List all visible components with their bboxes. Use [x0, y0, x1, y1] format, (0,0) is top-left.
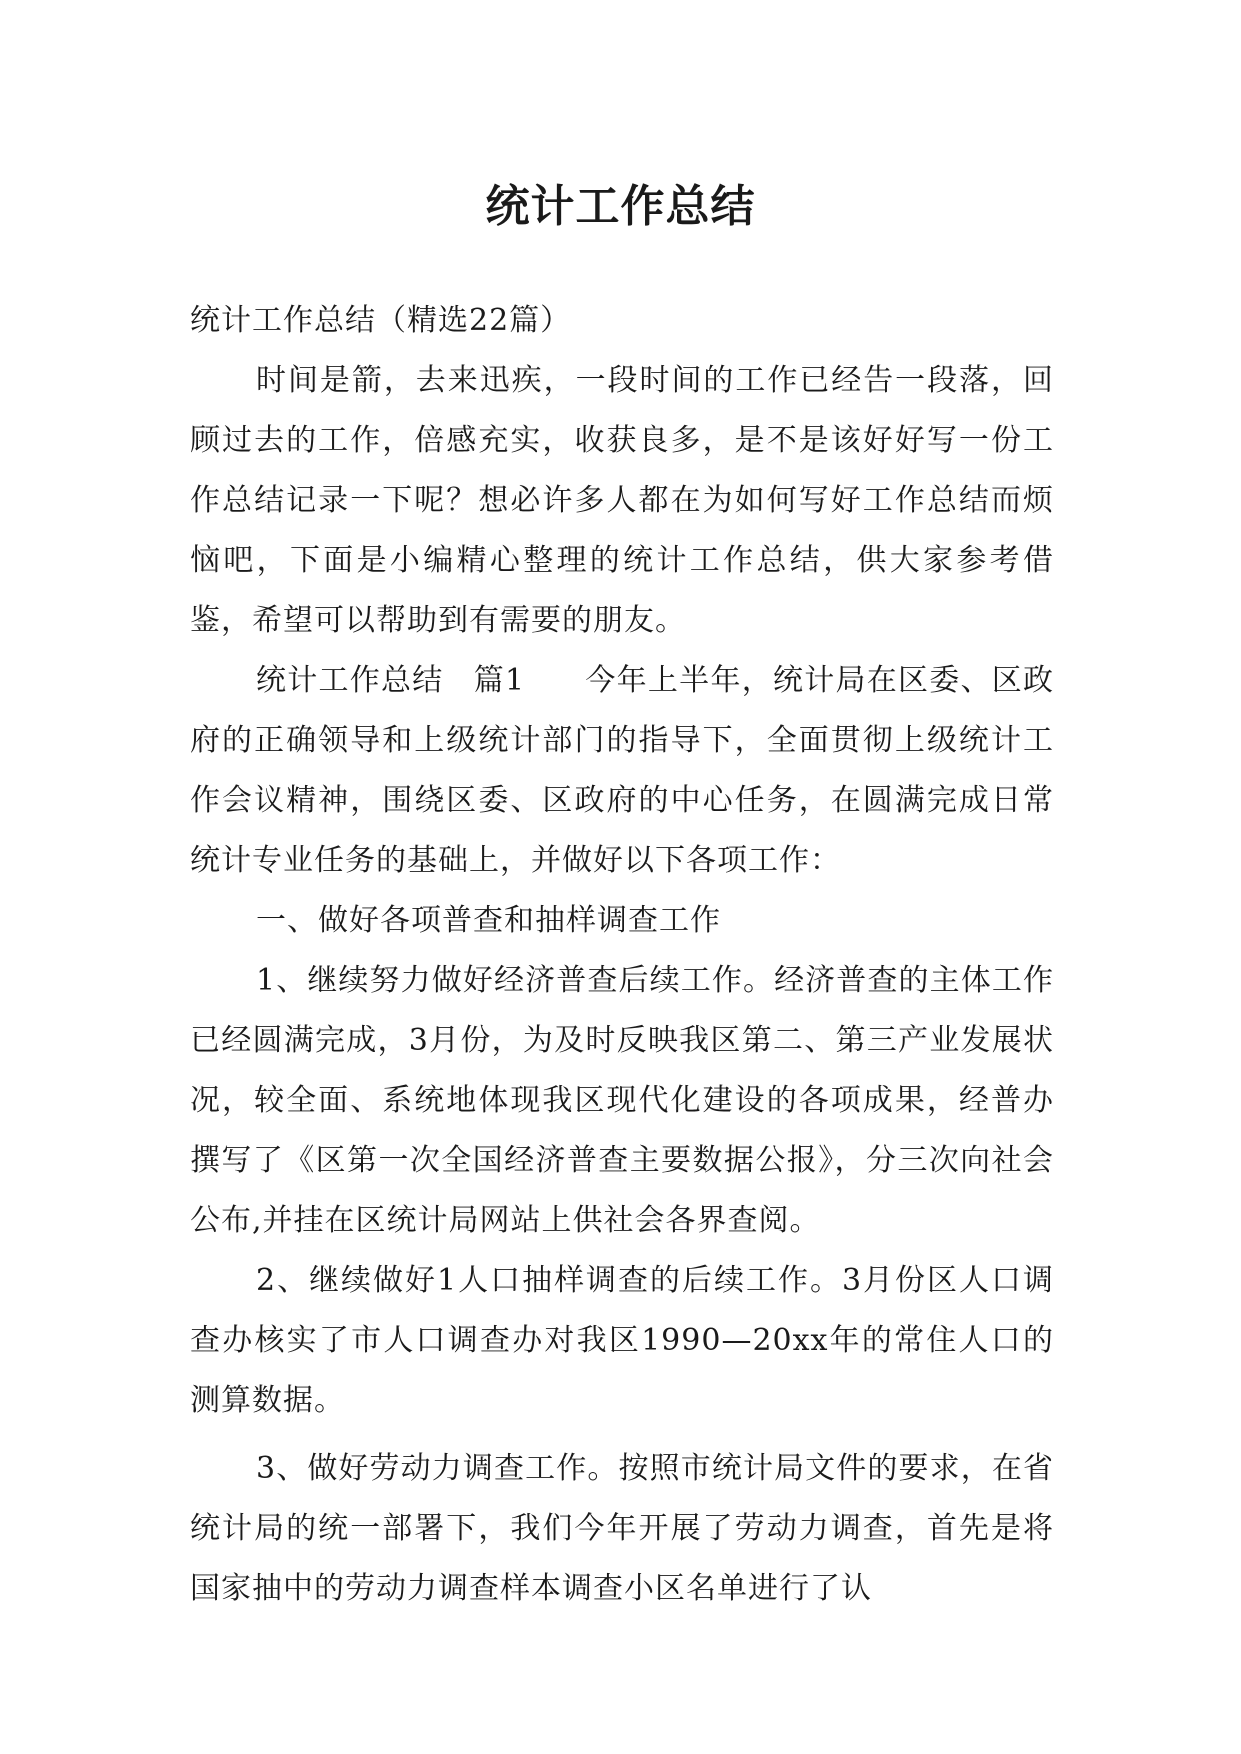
list-item-2: 2、继续做好1人口抽样调查的后续工作。3月份区人口调查办核实了市人口调查办对我区1990—20xx年的常住人口的测算数据。	[190, 1263, 1054, 1418]
document-title: 统计工作总结	[485, 181, 756, 233]
document-subtitle: 统计工作总结（精选22篇）	[190, 303, 572, 338]
article-number: 篇1	[473, 663, 526, 698]
article-lead-paragraph	[190, 651, 1054, 891]
intro-paragraph: 时间是箭，去来迅疾，一段时间的工作已经告一段落，回顾过去的工作，倍感充实，收获良多，是不是该好好写一份工作总结记录一下呢？想必许多人都在为如何写好工作总结而烦恼吧，下面是小编精心整理的统计工作总结，供大家参考借鉴，希望可以帮助到有需要的朋友。	[190, 363, 1054, 638]
document-body	[190, 291, 1054, 1619]
article-lead: 今年上半年，统计局在区委、区政府的正确领导和上级统计部门的指导下，全面贯彻上级统计工作会议精神，围绕区委、区政府的中心任务，在圆满完成日常统计专业任务的基础上，并做好以下各项工作：	[190, 663, 1055, 878]
list-item-1: 1、继续努力做好经济普查后续工作。经济普查的主体工作已经圆满完成，3月份，为及时反映我区第二、第三产业发展状况，较全面、系统地体现我区现代化建设的各项成果，经普办撰写了《区第一次全国经济普查主要数据公报》，分三次向社会公布,并挂在区统计局网站上供社会各界查阅。	[190, 963, 1054, 1238]
article-heading: 统计工作总结	[256, 663, 444, 698]
section-heading: 一、做好各项普查和抽样调查工作	[256, 903, 721, 938]
list-item-3: 3、做好劳动力调查工作。按照市统计局文件的要求，在省统计局的统一部署下，我们今年开展了劳动力调查，首先是将国家抽中的劳动力调查样本调查小区名单进行了认	[190, 1451, 1054, 1606]
